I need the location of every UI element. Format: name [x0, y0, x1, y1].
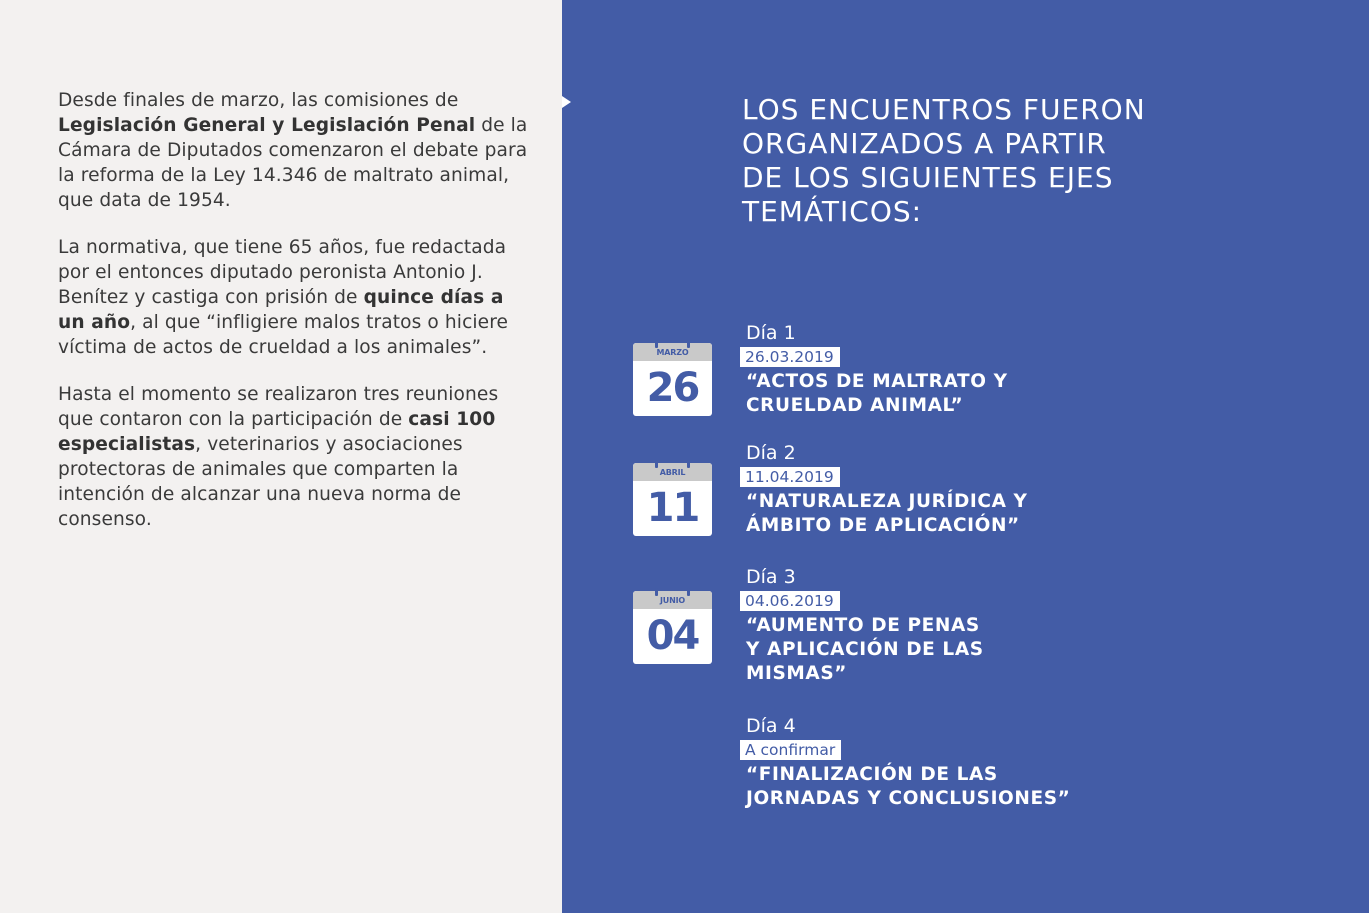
calendar-icon-junio	[633, 591, 712, 664]
intro-text	[58, 88, 528, 554]
intro-p2-text: La normativa, que tiene 65 años, fue redactada por el entonces diputado peronista Antonio J. Benítez y castiga con prisión de	[58, 237, 507, 308]
intro-p1-text-end: de la Cámara de Diputados comenzaron el debate para la reforma de la Ley 14.346 de maltrato animal, que data de 1954.	[58, 115, 528, 211]
heading-line-1: LOS ENCUENTROS FUERON	[742, 93, 1146, 126]
theme-line: “NATURALEZA JURÍDICA Y	[746, 491, 1028, 512]
session-3-date-badge: 04.06.2019	[740, 591, 840, 611]
theme-line: ÁMBITO DE APLICACIÓN”	[746, 515, 1020, 536]
session-1-date-badge: 26.03.2019	[740, 347, 840, 367]
theme-line: “AUMENTO DE PENAS	[746, 615, 980, 636]
calendar-ring-icon	[687, 588, 690, 596]
heading-line-4: TEMÁTICOS:	[742, 195, 923, 228]
calendar-day: 11	[646, 485, 699, 531]
intro-p1-bold: Legislación General y Legislación Penal	[58, 115, 476, 136]
calendar-ring-icon	[687, 460, 690, 468]
pointer-arrow-icon	[562, 96, 571, 108]
calendar-day: 26	[646, 365, 699, 411]
calendar-icon-marzo	[633, 343, 712, 416]
calendar-ring-icon	[655, 460, 658, 468]
session-1-theme	[746, 370, 1126, 418]
session-3-day-label: Día 3	[746, 566, 796, 588]
intro-paragraph-2	[58, 235, 528, 360]
theme-line: CRUELDAD ANIMAL”	[746, 395, 964, 416]
session-1-day-label: Día 1	[746, 322, 796, 344]
calendar-month: JUNIO	[633, 591, 712, 609]
theme-line: MISMAS”	[746, 663, 848, 684]
calendar-month: ABRIL	[633, 463, 712, 481]
session-4-theme	[746, 763, 1126, 811]
session-2-date-badge: 11.04.2019	[740, 467, 840, 487]
intro-p3-text: Hasta el momento se realizaron tres reuniones que contaron con la participación de	[58, 384, 499, 430]
intro-paragraph-1	[58, 88, 528, 213]
intro-p3-text-end: , veterinarios y asociaciones protectoras de animales que comparten la intención de alcanzar una nueva norma de consenso.	[58, 434, 463, 530]
session-4-date-badge: A confirmar	[740, 740, 841, 760]
intro-p2-bold: quince días a un año	[58, 287, 504, 333]
heading-line-2: ORGANIZADOS A PARTIR	[742, 127, 1107, 160]
intro-p2-text-end: , al que “infligiere malos tratos o hiciere víctima de actos de crueldad a los animales”.	[58, 312, 509, 358]
calendar-icon-abril	[633, 463, 712, 536]
calendar-ring-icon	[655, 588, 658, 596]
theme-line: JORNADAS Y CONCLUSIONES”	[746, 788, 1071, 809]
theme-line: “ACTOS DE MALTRATO Y	[746, 371, 1008, 392]
calendar-ring-icon	[687, 340, 690, 348]
calendar-month: MARZO	[633, 343, 712, 361]
intro-paragraph-3	[58, 382, 528, 532]
intro-p1-text: Desde finales de marzo, las comisiones de	[58, 90, 459, 111]
theme-line: Y APLICACIÓN DE LAS	[746, 639, 984, 660]
intro-p3-bold: casi 100 especialistas	[58, 409, 496, 455]
section-heading	[742, 93, 1212, 229]
calendar-ring-icon	[655, 340, 658, 348]
session-4-day-label: Día 4	[746, 715, 796, 737]
session-2-theme	[746, 490, 1126, 538]
heading-line-3: DE LOS SIGUIENTES EJES	[742, 161, 1114, 194]
session-3-theme	[746, 614, 1126, 686]
calendar-day: 04	[646, 613, 699, 659]
session-2-day-label: Día 2	[746, 442, 796, 464]
theme-line: “FINALIZACIÓN DE LAS	[746, 764, 998, 785]
